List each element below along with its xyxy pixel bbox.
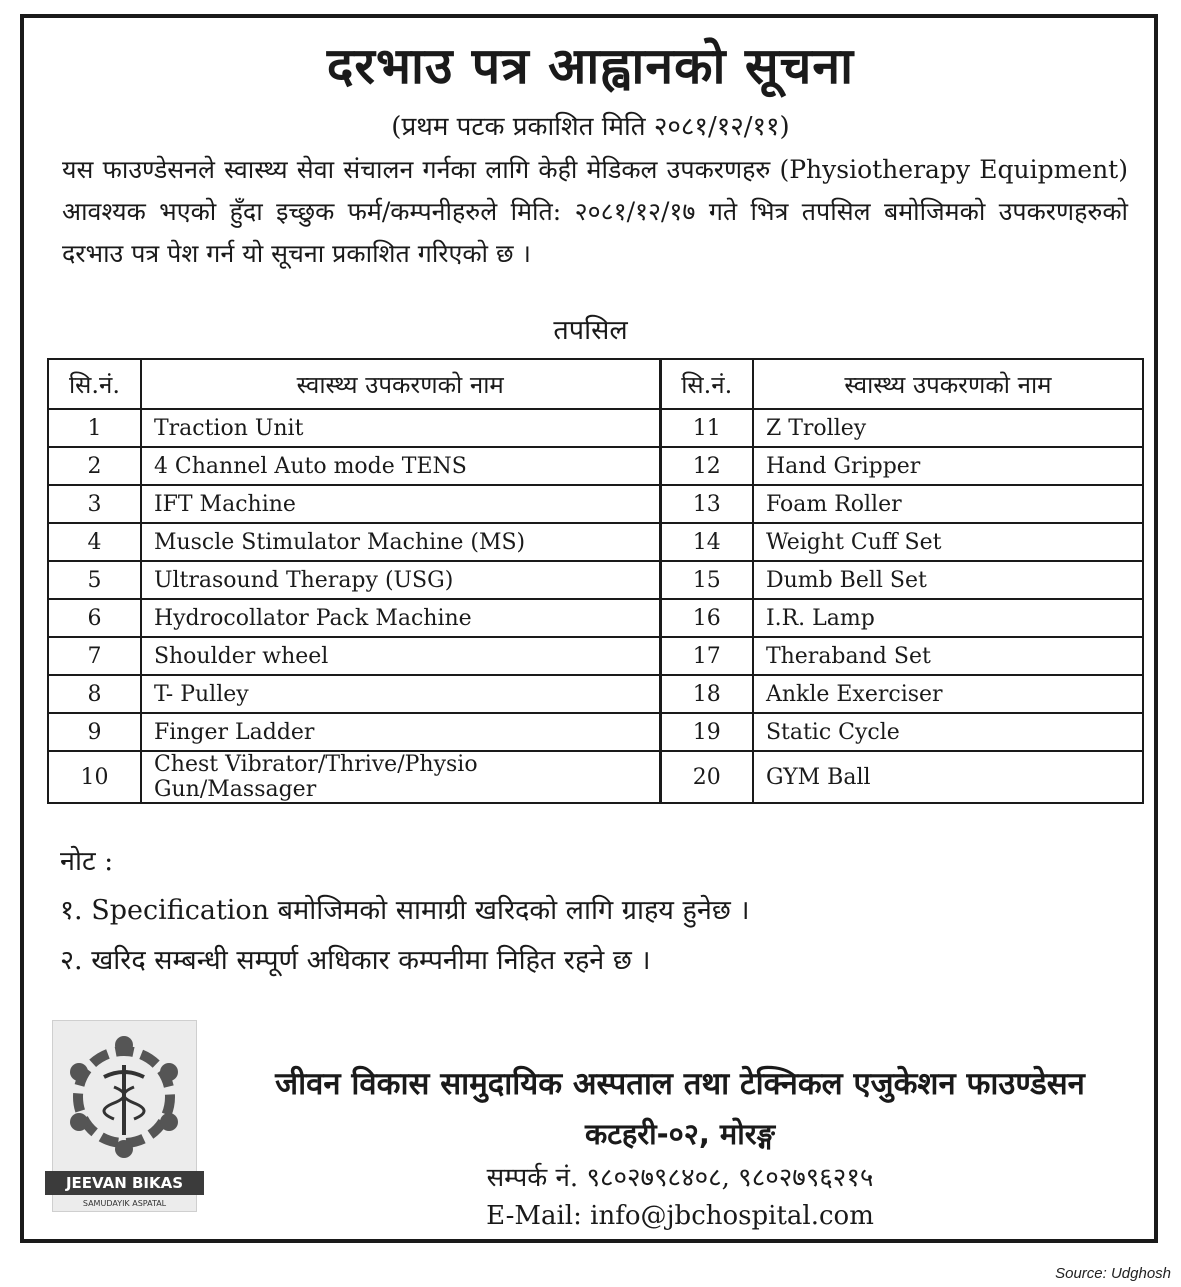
- table-header-row: [48, 359, 1143, 409]
- equipment-name: I.R. Lamp: [753, 599, 1143, 637]
- serial-number: 6: [48, 599, 141, 637]
- equipment-name: Dumb Bell Set: [753, 561, 1143, 599]
- note-heading: नोट :: [60, 846, 114, 877]
- equipment-name: Finger Ladder: [141, 713, 660, 751]
- equipment-name: Ultrasound Therapy (USG): [141, 561, 660, 599]
- serial-number: 12: [660, 447, 753, 485]
- equipment-name: Hand Gripper: [753, 447, 1143, 485]
- col-header-sn: सि.नं.: [48, 359, 141, 409]
- source-credit: Source: Udghosh: [1055, 1265, 1171, 1282]
- col-header-name: स्वास्थ्य उपकरणको नाम: [753, 359, 1143, 409]
- col-header-sn: सि.नं.: [660, 359, 753, 409]
- table-row: [48, 751, 1143, 803]
- equipment-name: GYM Ball: [753, 751, 1143, 803]
- contact-email: E-Mail: info@jbchospital.com: [486, 1201, 874, 1231]
- serial-number: 13: [660, 485, 753, 523]
- serial-number: 5: [48, 561, 141, 599]
- equipment-name: Muscle Stimulator Machine (MS): [141, 523, 660, 561]
- serial-number: 14: [660, 523, 753, 561]
- serial-number: 4: [48, 523, 141, 561]
- equipment-name: Ankle Exerciser: [753, 675, 1143, 713]
- table-row: [48, 447, 1143, 485]
- caduceus-icon: [59, 1027, 190, 1167]
- serial-number: 19: [660, 713, 753, 751]
- notice-title: दरभाउ पत्र आह्वानको सूचना: [326, 37, 855, 95]
- equipment-name: Shoulder wheel: [141, 637, 660, 675]
- equipment-name: 4 Channel Auto mode TENS: [141, 447, 660, 485]
- serial-number: 8: [48, 675, 141, 713]
- serial-number: 3: [48, 485, 141, 523]
- table-row: [48, 523, 1143, 561]
- table-row: [48, 561, 1143, 599]
- col-header-name: स्वास्थ्य उपकरणको नाम: [141, 359, 660, 409]
- publication-date: (प्रथम पटक प्रकाशित मिति २०८१/१२/११): [391, 112, 790, 142]
- equipment-name: Hydrocollator Pack Machine: [141, 599, 660, 637]
- serial-number: 2: [48, 447, 141, 485]
- equipment-name: T- Pulley: [141, 675, 660, 713]
- serial-number: 7: [48, 637, 141, 675]
- organization-name: जीवन विकास सामुदायिक अस्पताल तथा टेक्निकल एजुकेशन फाउण्डेसन: [275, 1066, 1085, 1102]
- serial-number: 1: [48, 409, 141, 447]
- logo-subtitle: SAMUDAYIK ASPATAL: [82, 1199, 167, 1208]
- organization-address: कटहरी-०२, मोरङ्ग: [584, 1117, 776, 1151]
- serial-number: 10: [48, 751, 141, 803]
- serial-number: 20: [660, 751, 753, 803]
- serial-number: 17: [660, 637, 753, 675]
- equipment-name: Theraband Set: [753, 637, 1143, 675]
- equipment-name: Z Trolley: [753, 409, 1143, 447]
- equipment-name: Static Cycle: [753, 713, 1143, 751]
- contact-numbers: सम्पर्क नं. ९८०२७९८४०८, ९८०२७९६२१५: [486, 1163, 874, 1193]
- table-row: [48, 599, 1143, 637]
- table-row: [48, 409, 1143, 447]
- notice-intro: यस फाउण्डेसनले स्वास्थ्य सेवा संचालन गर्नका लागि केही मेडिकल उपकरणहरु (Physiotherapy Equipment) आवश्यक भएको हुँदा इच्छुक फर्म/कम्पनीहरुले मिति: २०८१/१२/१७ गते भित्र तपसिल बमोजिमको उपकरणहरुको दरभाउ पत्र पेश गर्न यो सूचना प्रकाशित गरिएको छ ।: [62, 155, 1128, 268]
- note-item-1: १. Specification बमोजिमको सामाग्री खरिदको लागि ग्राहय हुनेछ ।: [60, 895, 750, 926]
- table-row: [48, 713, 1143, 751]
- serial-number: 15: [660, 561, 753, 599]
- hospital-logo: [52, 1020, 197, 1212]
- equipment-name: Foam Roller: [753, 485, 1143, 523]
- table-row: [48, 637, 1143, 675]
- logo-name: JEEVAN BIKAS: [45, 1171, 204, 1195]
- table-row: [48, 485, 1143, 523]
- note-item-2: २. खरिद सम्बन्धी सम्पूर्ण अधिकार कम्पनीमा निहित रहने छ ।: [60, 945, 651, 976]
- serial-number: 9: [48, 713, 141, 751]
- equipment-name: Weight Cuff Set: [753, 523, 1143, 561]
- equipment-name: IFT Machine: [141, 485, 660, 523]
- table-row: [48, 675, 1143, 713]
- serial-number: 18: [660, 675, 753, 713]
- serial-number: 16: [660, 599, 753, 637]
- schedule-heading: तपसिल: [553, 315, 628, 346]
- serial-number: 11: [660, 409, 753, 447]
- equipment-name: Chest Vibrator/Thrive/Physio Gun/Massager: [141, 751, 660, 803]
- equipment-name: Traction Unit: [141, 409, 660, 447]
- equipment-table: [47, 358, 1144, 804]
